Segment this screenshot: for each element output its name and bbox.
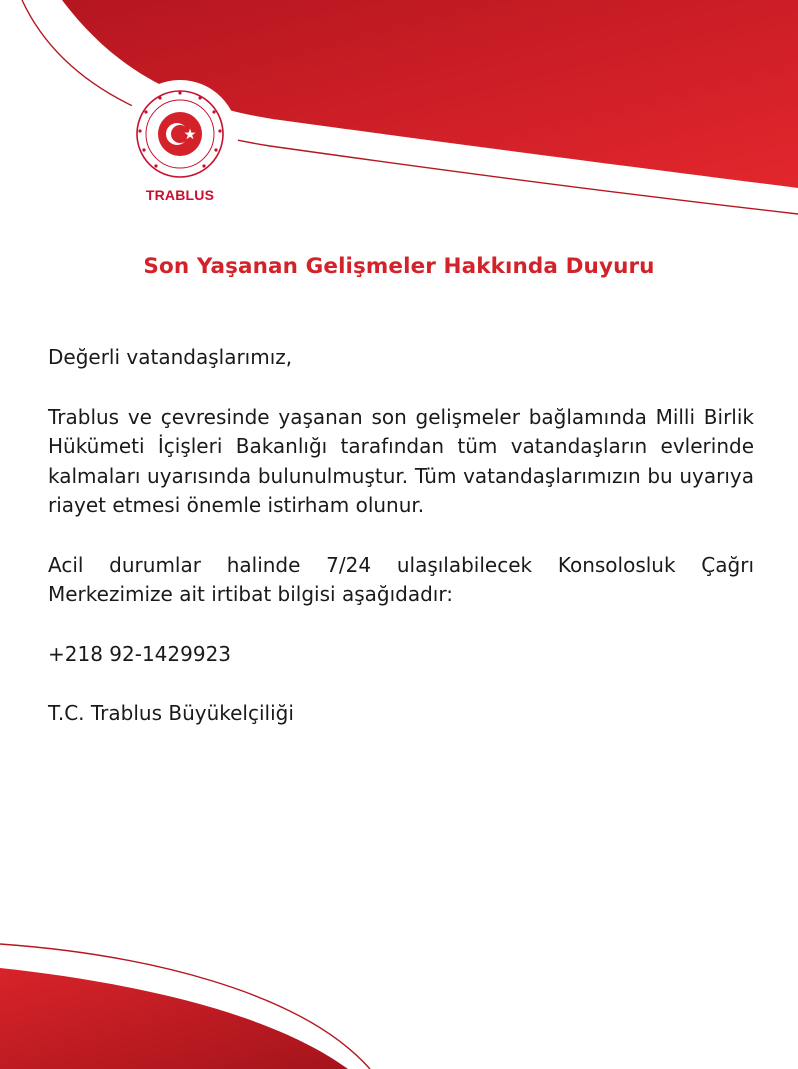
greeting: Değerli vatandaşlarımız, bbox=[48, 345, 293, 369]
signature: T.C. Trablus Büyükelçiliği bbox=[48, 701, 294, 725]
phone-number: +218 92-1429923 bbox=[48, 641, 232, 666]
bottom-red-swoosh bbox=[0, 968, 348, 1069]
city-label: TRABLUS bbox=[145, 187, 215, 203]
announcement-body bbox=[48, 343, 754, 759]
page-title: Son Yaşanan Gelişmeler Hakkında Duyuru bbox=[143, 254, 655, 279]
paragraph-call-center: Acil durumlar halinde 7/24 ulaşılabilecek Konsolosluk Çağrı Merkezimize ait irtibat bilgisi aşağıdadır: bbox=[48, 552, 754, 606]
paragraph-warning: Trablus ve çevresinde yaşanan son gelişmeler bağlamında Milli Birlik Hükümeti İçişleri Bakanlığı tarafından tüm vatandaşların evlerinde kalmaları uyarısında bulunulmuştur. Tüm vatandaşlarımızın bu uyarıya riayet etmesi önemle istirham olunur. bbox=[48, 404, 754, 517]
